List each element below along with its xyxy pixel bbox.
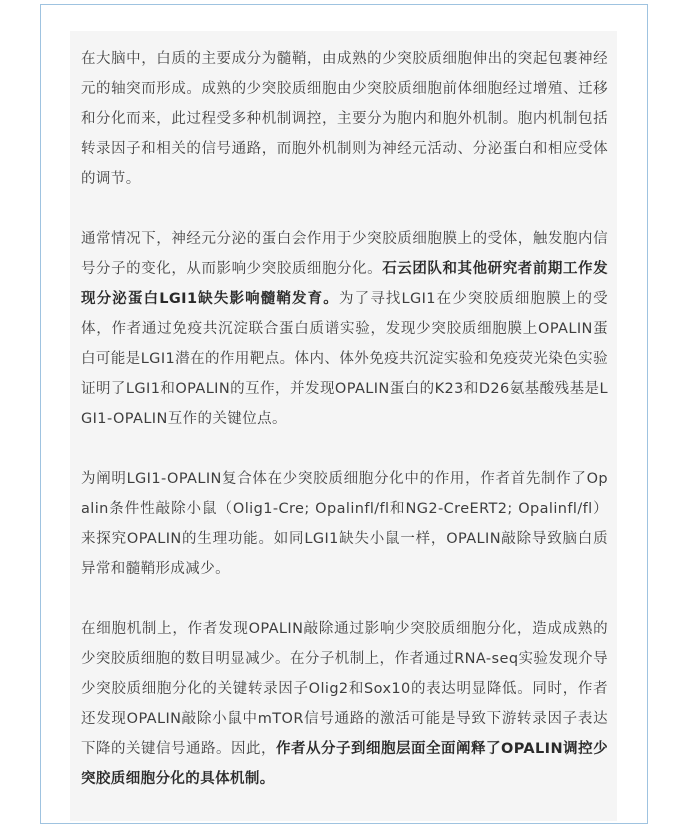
paragraph-2-text-a: 通常情况下，神经元分泌的蛋白会作用于少突胶质细胞膜上的受体，触发胞内信号分子的变化，从而影响少突胶质细胞分化。 [81, 231, 608, 277]
paragraph-lgi1-receptor [81, 224, 608, 434]
article-card [70, 31, 617, 821]
paragraph-2-text-c: 为了寻找LGI1在少突胶质细胞膜上的受体，作者通过免疫共沉淀联合蛋白质谱实验，发现少突胶质细胞膜上OPALIN蛋白可能是LGI1潜在的作用靶点。体内、体外免疫共沉淀实验和免疫荧光染色实验证明了LGI1和OPALIN的互作，并发现OPALIN蛋白的K23和D26氨基酸残基是LGI1-OPALIN互作的关键位点。 [81, 291, 608, 427]
paragraph-4-highlight: 作者从分子到细胞层面全面阐释了OPALIN调控少突胶质细胞分化的具体机制。 [81, 741, 608, 787]
paragraph-3-text: 为阐明LGI1-OPALIN复合体在少突胶质细胞分化中的作用，作者首先制作了Opalin条件性敲除小鼠（Olig1-Cre; Opalinfl/fl和NG2-CreERT2; Opalinfl/fl）来探究OPALIN的生理功能。如同LGI1缺失小鼠一样，OPALIN敲除导致脑白质异常和髓鞘形成减少。 [81, 471, 608, 577]
paragraph-4-text-a: 在细胞机制上，作者发现OPALIN敲除通过影响少突胶质细胞分化，造成成熟的少突胶质细胞的数目明显减少。在分子机制上，作者通过RNA-seq实验发现介导少突胶质细胞分化的关键转录因子Olig2和Sox10的表达明显降低。同时，作者还发现OPALIN敲除小鼠中mTOR信号通路的激活可能是导致下游转录因子表达下降的关键信号通路。因此， [81, 621, 608, 757]
paragraph-1-text: 在大脑中，白质的主要成分为髓鞘，由成熟的少突胶质细胞伸出的突起包裹神经元的轴突而形成。成熟的少突胶质细胞由少突胶质细胞前体细胞经过增殖、迁移和分化而来，此过程受多种机制调控，主要分为胞内和胞外机制。胞内机制包括转录因子和相关的信号通路，而胞外机制则为神经元活动、分泌蛋白和相应受体的调节。 [81, 51, 608, 187]
paragraph-mechanism [81, 614, 608, 794]
paragraph-white-matter [81, 44, 608, 194]
paragraph-2-highlight: 石云团队和其他研究者前期工作发现分泌蛋白LGI1缺失影响髓鞘发育。 [81, 261, 608, 307]
paragraph-opalin-knockout [81, 464, 608, 584]
